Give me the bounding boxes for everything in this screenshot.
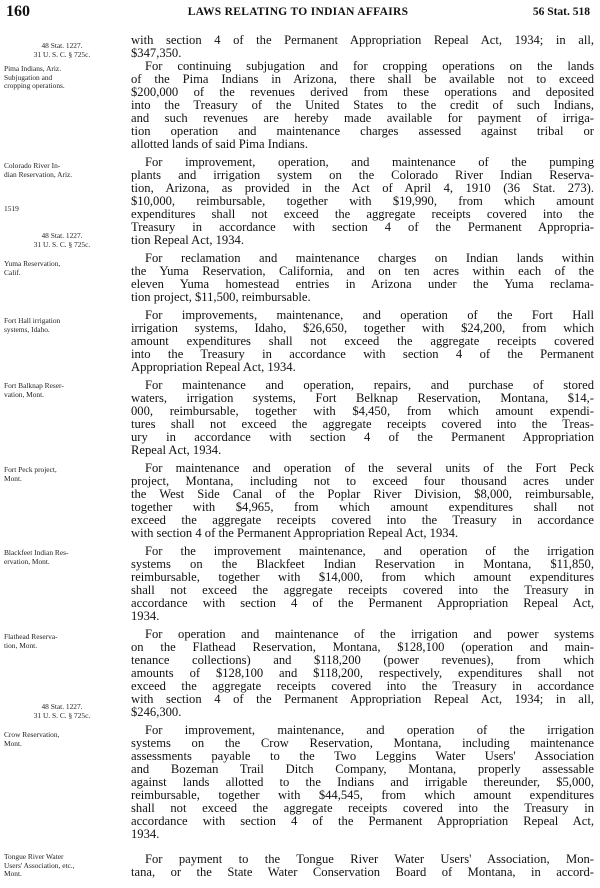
text-line: the West Side Canal of the Poplar River Division, $8,000, reimbursable, xyxy=(131,488,594,501)
text-line: and such revenues are hereby made available for payment of irriga- xyxy=(131,112,594,125)
marginal-note xyxy=(0,317,124,334)
running-header xyxy=(6,3,590,23)
text-line: tana, or the State Water Conservation Board of Montana, in accord- xyxy=(131,866,594,879)
text-line: $200,000 of the revenues derived from these operations and deposited xyxy=(131,86,594,99)
text-line: allotted lands of said Pima Indians. xyxy=(131,138,308,151)
marginal-note-line: 48 Stat. 1227. xyxy=(41,231,83,240)
marginal-note-line: tion, Mont. xyxy=(4,640,38,650)
marginal-note-line: Mont. xyxy=(4,473,22,483)
marginal-note-line: 31 U. S. C. § 725c. xyxy=(33,710,91,720)
text-line: For the improvement maintenance, and operation of the irrigation xyxy=(145,545,594,558)
page-number: 160 xyxy=(6,3,30,20)
marginal-note xyxy=(0,232,124,249)
statute-citation: 56 Stat. 518 xyxy=(532,6,590,18)
text-line: tion, Arizona, as provided in the Act of April 4, 1910 (36 Stat. 273). xyxy=(131,182,594,195)
marginal-note-line: vation, Mont. xyxy=(4,389,45,399)
marginal-note-line: 1519 xyxy=(4,204,19,213)
marginal-note xyxy=(0,633,124,650)
marginal-note xyxy=(0,42,124,59)
text-line: 1934. xyxy=(131,828,160,841)
marginal-note-line: 48 Stat. 1227. xyxy=(41,702,83,711)
text-line: For operation and maintenance of the irrigation and power systems xyxy=(145,628,594,641)
marginal-note xyxy=(0,703,124,720)
text-line: accordance with section 4 of the Permanent Appropriation Repeal Act, xyxy=(131,815,594,828)
text-line: amount expenditures shall not exceed the aggregate receipts covered xyxy=(131,335,594,348)
text-line: accordance with section 4 of the Permanent Appropriation Repeal Act, xyxy=(131,597,594,610)
text-line: 000, reimbursable, together with $4,450, from which amount expendi- xyxy=(131,405,594,418)
text-line: amounts of $128,100 and $118,200, respectively, expenditures shall not xyxy=(131,667,594,680)
text-line: For maintenance and operation, repairs, and purchase of stored xyxy=(145,379,594,392)
text-line: Appropriation Repeal Act, 1934. xyxy=(131,361,296,374)
text-line: against lands allotted to the Indians and irrigable thereunder, $5,000, xyxy=(131,776,594,789)
text-line: tures shall not exceed the aggregate receipts covered into the Treas- xyxy=(131,418,594,431)
text-line: tion project, $11,500, reimbursable. xyxy=(131,291,311,304)
text-line: and Bozeman Trail Ditch Company, Montana, properly assessable xyxy=(131,763,594,776)
marginal-note-line: Fort Balknap Reser- xyxy=(4,381,64,390)
text-line: waters, irrigation systems, Fort Belknap Reservation, Montana, $14,- xyxy=(131,392,594,405)
marginal-note xyxy=(0,205,124,214)
running-title: LAWS RELATING TO INDIAN AFFAIRS xyxy=(187,6,409,18)
text-line: systems on the Blackfeet Indian Reservation in Montana, $11,850, xyxy=(131,558,594,571)
marginal-note xyxy=(0,260,124,277)
marginal-note xyxy=(0,853,124,879)
text-line: exceed the aggregate receipts covered into the Treasury in accordance xyxy=(131,514,594,527)
marginal-note-line: 48 Stat. 1227. xyxy=(41,41,83,50)
text-line: reimbursable, together with $44,545, from which amount expenditures xyxy=(131,789,594,802)
text-line: reimbursable, together with $14,000, from which amount expenditures xyxy=(131,571,594,584)
text-line: tion Repeal Act, 1934. xyxy=(131,234,244,247)
text-line: For maintenance and operation of the several units of the Fort Peck xyxy=(145,462,594,475)
text-line: project, Montana, including not to exceed four thousand acres under xyxy=(131,475,594,488)
text-line: with section 4 of the Permanent Appropriation Repeal Act, 1934. xyxy=(131,527,459,540)
text-line: expenditures shall not exceed the aggregate receipts covered into the xyxy=(131,208,594,221)
text-line: 1934. xyxy=(131,610,160,623)
text-line: For payment to the Tongue River Water Users' Association, Mon- xyxy=(145,853,594,866)
text-line: For reclamation and maintenance charges on Indian lands within xyxy=(145,252,594,265)
text-line: plants and irrigation system on the Colorado River Indian Reserva- xyxy=(131,169,594,182)
marginal-note-line: Pima Indians, Ariz. xyxy=(4,64,62,73)
text-line: eleven Yuma homestead entries in Arizona under the Yuma reclama- xyxy=(131,278,594,291)
text-line: systems on the Crow Reservation, Montana, including maintenance xyxy=(131,737,594,750)
text-line: tenance collections) and $118,200 (power revenues), from which xyxy=(131,654,594,667)
text-line: together with $4,965, from which amount expenditures shall not xyxy=(131,501,594,514)
text-line: with section 4 of the Permanent Appropriation Repeal Act, 1934; in all, xyxy=(131,693,594,706)
text-line: For improvement, operation, and maintenance of the pumping xyxy=(145,156,594,169)
text-line: into the Treasury in accordance with section 4 of the Permanent xyxy=(131,348,594,361)
marginal-note-line: Fort Hall irrigation xyxy=(4,316,61,325)
text-line: ury in accordance with section 4 of the Permanent Appropriation xyxy=(131,431,594,444)
marginal-note-line: Yuma Reservation, xyxy=(4,259,61,268)
marginal-note xyxy=(0,65,124,91)
text-line: irrigation systems, Idaho, $26,650, together with $24,200, from which xyxy=(131,322,594,335)
marginal-note xyxy=(0,162,124,179)
text-line: exceed the aggregate receipts covered into the Treasury in accordance xyxy=(131,680,594,693)
marginal-note xyxy=(0,731,124,748)
text-line: $347,350. xyxy=(131,47,182,60)
text-line: For improvement, maintenance, and operation of the irrigation xyxy=(145,724,594,737)
text-line: assessments payable to the Two Leggins Water Users' Association xyxy=(131,750,594,763)
text-line: shall not exceed the aggregate receipts covered into the Treasury in xyxy=(131,584,594,597)
text-line: Repeal Act, 1934. xyxy=(131,444,222,457)
marginal-note-line: 31 U. S. C. § 725c. xyxy=(33,239,91,249)
text-line: the Yuma Reservation, California, and on ten acres within each of the xyxy=(131,265,594,278)
marginal-note-line: 31 U. S. C. § 725c. xyxy=(33,49,91,59)
text-line: shall not exceed the aggregate receipts covered into the Treasury in xyxy=(131,802,594,815)
marginal-note-line: ervation, Mont. xyxy=(4,556,50,566)
text-line: with section 4 of the Permanent Appropriation Repeal Act, 1934; in all, xyxy=(131,34,594,47)
marginal-note-line: Mont. xyxy=(4,738,22,748)
marginal-note-line: Tongue River Water xyxy=(4,852,64,861)
marginal-note xyxy=(0,549,124,566)
text-line: For improvements, maintenance, and operation of the Fort Hall xyxy=(145,309,594,322)
text-line: $246,300. xyxy=(131,706,182,719)
marginal-note-line: Colorado River In- xyxy=(4,161,61,170)
marginal-note xyxy=(0,382,124,399)
marginal-note-line: Users' Association, etc., xyxy=(4,860,75,870)
marginal-note-line: Calif. xyxy=(4,267,21,277)
marginal-note-line: cropping operations. xyxy=(4,81,65,90)
marginal-note-line: Flathead Reserva- xyxy=(4,632,58,641)
marginal-note xyxy=(0,466,124,483)
text-line: $10,000, reimbursable, together with $19,990, from which amount xyxy=(131,195,594,208)
marginal-note-line: systems, Idaho. xyxy=(4,324,50,334)
marginal-note-line: dian Reservation, Ariz. xyxy=(4,169,73,179)
text-line: Treasury in accordance with section 4 of the Permanent Appropria- xyxy=(131,221,594,234)
marginal-note-line: Crow Reservation, xyxy=(4,730,60,739)
text-line: tion operation and maintenance charges assessed against tribal or xyxy=(131,125,594,138)
marginal-note-line: Mont. xyxy=(4,869,22,878)
text-line: into the Treasury of the United States to the credit of such Indians, xyxy=(131,99,594,112)
text-line: on the Flathead Reservation, Montana, $128,100 (operation and main- xyxy=(131,641,594,654)
marginal-note-line: Fort Peck project, xyxy=(4,465,57,474)
text-line: For continuing subjugation and for cropping operations on the lands xyxy=(145,60,594,73)
marginal-note-line: Blackfeet Indian Res- xyxy=(4,548,69,557)
text-line: of the Pima Indians in Arizona, there shall be available not to exceed xyxy=(131,73,594,86)
marginal-note-line: Subjugation and xyxy=(4,72,53,82)
